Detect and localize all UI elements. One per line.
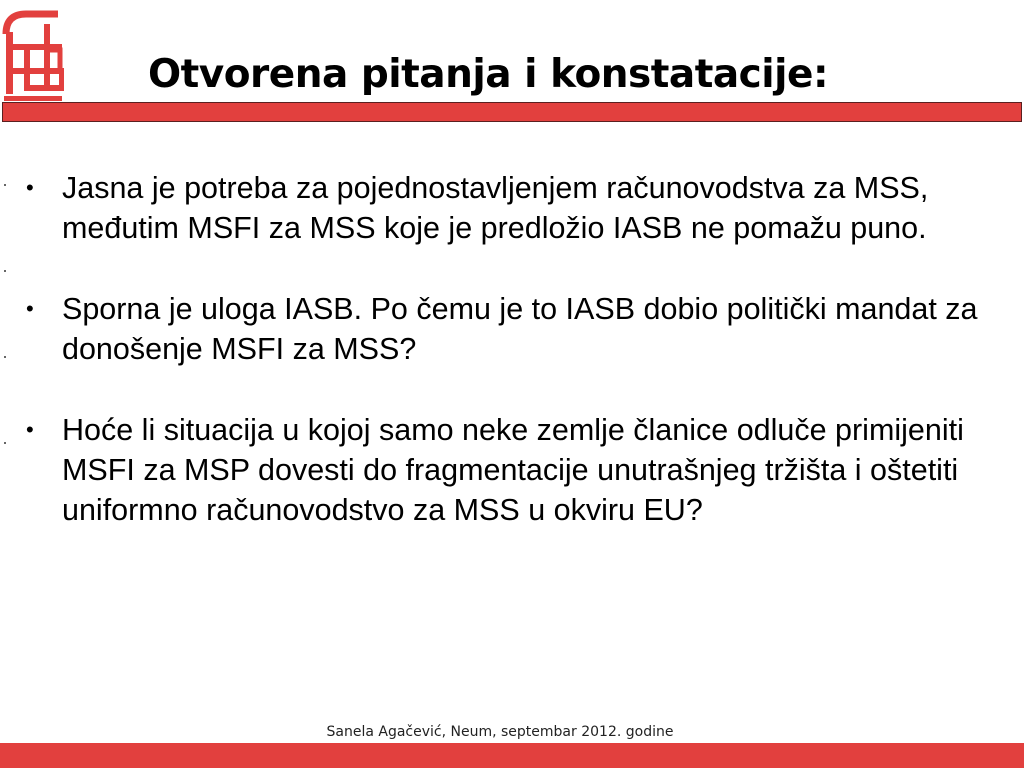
bullet-text: Jasna je potreba za pojednostavljenjem računovodstva za MSS, međutim MSFI za MSS koje je predložio IASB ne pomažu puno.	[62, 171, 929, 245]
left-margin-ticks	[4, 0, 6, 768]
bullet-dot: •	[26, 175, 34, 200]
footer-text: Sanela Agačević, Neum, septembar 2012. godine	[326, 724, 674, 740]
bullet-dot: •	[26, 296, 34, 321]
tick-mark	[4, 270, 6, 272]
bullet-dot: •	[26, 417, 34, 442]
footer-bar	[0, 743, 1024, 768]
bullet-item	[26, 289, 1011, 369]
tick-mark	[4, 184, 6, 186]
title-underline-bar	[2, 102, 1022, 122]
bullet-text: Hoće li situacija u kojoj samo neke zemlje članice odluče primijeniti MSFI za MSP dovesti do fragmentacije unutrašnjeg tržišta i oštetiti uniformno računovodstvo za MSS u okviru EU?	[62, 413, 964, 527]
bullet-list	[26, 168, 1011, 571]
bullet-text: Sporna je uloga IASB. Po čemu je to IASB dobio politički mandat za donošenje MSFI za MSS?	[62, 292, 978, 366]
tick-mark	[4, 442, 6, 444]
slide-title: Otvorena pitanja i konstatacije:	[148, 52, 829, 97]
bullet-item	[26, 168, 1011, 248]
feb-logo	[2, 10, 64, 102]
tick-mark	[4, 356, 6, 358]
bullet-item	[26, 410, 1011, 530]
